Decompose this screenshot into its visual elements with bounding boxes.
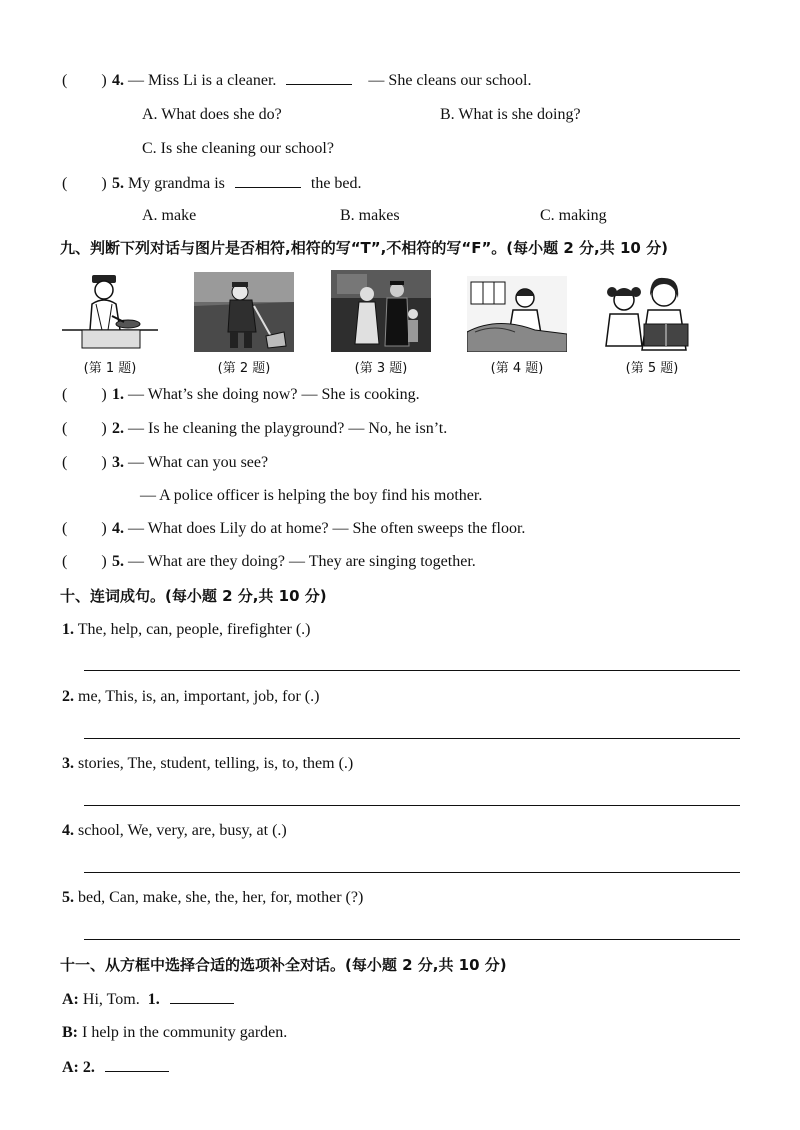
picture-5-caption: (第 5 题) bbox=[625, 361, 679, 376]
q4-number: 4. bbox=[112, 72, 124, 89]
item-text: me, This, is, an, important, job, for (.) bbox=[78, 688, 320, 705]
item-number: 1. bbox=[62, 621, 74, 638]
speaker-label: A: bbox=[62, 1059, 79, 1076]
q-text: — What’s she doing now? — She is cooking. bbox=[128, 386, 420, 403]
picture-4-caption: (第 4 题) bbox=[490, 361, 544, 376]
q-text: — Is he cleaning the playground? — No, he isn’t. bbox=[128, 420, 448, 437]
picture-5-singing-illustration bbox=[602, 274, 702, 354]
q4-option-c: C. Is she cleaning our school? bbox=[142, 140, 334, 157]
part10-item-2 bbox=[62, 687, 319, 707]
answer-paren[interactable]: ( ) bbox=[62, 420, 107, 437]
item-number: 5. bbox=[62, 889, 74, 906]
speaker-label: A: bbox=[62, 991, 79, 1008]
dialogue-text: Hi, Tom. bbox=[82, 991, 140, 1008]
q-number: 2. bbox=[112, 420, 124, 437]
part9-q5 bbox=[62, 552, 476, 572]
part9-q1 bbox=[62, 385, 420, 405]
dialogue-blank-2[interactable] bbox=[105, 1057, 169, 1072]
picture-1-caption: (第 1 题) bbox=[83, 361, 137, 376]
item-number: 2. bbox=[62, 688, 74, 705]
answer-paren[interactable]: ( ) bbox=[62, 454, 107, 471]
part11-heading: 十一、从方框中选择合适的选项补全对话。(每小题 2 分,共 10 分) bbox=[60, 956, 507, 974]
q4-blank[interactable] bbox=[286, 70, 352, 85]
q5-pre: My grandma is bbox=[128, 175, 225, 192]
part10-heading: 十、连词成句。(每小题 2 分,共 10 分) bbox=[60, 587, 327, 605]
q5-option-b: B. makes bbox=[340, 207, 400, 224]
q4-after: — She cleans our school. bbox=[368, 72, 532, 89]
picture-2-caption: (第 2 题) bbox=[217, 361, 271, 376]
q5-number: 5. bbox=[112, 175, 124, 192]
q5-option-a: A. make bbox=[142, 207, 197, 224]
answer-paren[interactable]: ( ) bbox=[62, 175, 107, 192]
q-number: 1. bbox=[112, 386, 124, 403]
part9-q4 bbox=[62, 519, 525, 539]
q5-blank[interactable] bbox=[235, 173, 301, 188]
q-text: — What does Lily do at home? — She often sweeps the floor. bbox=[128, 520, 526, 537]
dialogue-line-1 bbox=[62, 989, 240, 1010]
item-text: The, help, can, people, firefighter (.) bbox=[77, 621, 311, 638]
answer-line-5[interactable] bbox=[84, 939, 740, 940]
item-text: school, We, very, are, busy, at (.) bbox=[78, 822, 287, 839]
part10-item-3 bbox=[62, 754, 353, 774]
q4-option-b: B. What is she doing? bbox=[440, 106, 581, 123]
part9-q3-answer: — A police officer is helping the boy find his mother. bbox=[140, 487, 483, 504]
answer-line-2[interactable] bbox=[84, 738, 740, 739]
part9-q2 bbox=[62, 419, 447, 439]
part9-heading: 九、判断下列对话与图片是否相符,相符的写“T”,不相符的写“F”。(每小题 2 分,共 10 分) bbox=[60, 239, 668, 257]
q4-row bbox=[62, 70, 532, 91]
item-number: 4. bbox=[62, 822, 74, 839]
part10-item-5 bbox=[62, 888, 363, 908]
speaker-label: B: bbox=[62, 1024, 78, 1041]
q-number: 5. bbox=[112, 553, 124, 570]
answer-paren[interactable]: ( ) bbox=[62, 520, 107, 537]
answer-paren[interactable]: ( ) bbox=[62, 72, 107, 89]
picture-1-cooking-illustration bbox=[62, 272, 160, 352]
answer-line-4[interactable] bbox=[84, 872, 740, 873]
blank-number: 2. bbox=[82, 1059, 95, 1076]
q-text: — What are they doing? — They are singing together. bbox=[128, 553, 476, 570]
dialogue-line-2 bbox=[62, 1023, 287, 1043]
part10-item-4 bbox=[62, 821, 287, 841]
q4-option-a: A. What does she do? bbox=[142, 106, 282, 123]
dialogue-text: I help in the community garden. bbox=[82, 1024, 288, 1041]
item-number: 3. bbox=[62, 755, 74, 772]
q4-text: — Miss Li is a cleaner. bbox=[128, 72, 277, 89]
q-number: 3. bbox=[112, 454, 124, 471]
picture-2-sweeping-illustration bbox=[194, 272, 294, 352]
q5-post: the bed. bbox=[310, 175, 362, 192]
q5-option-c: C. making bbox=[540, 207, 607, 224]
part9-q3 bbox=[62, 453, 268, 473]
item-text: stories, The, student, telling, is, to, them (.) bbox=[78, 755, 354, 772]
part10-item-1 bbox=[62, 620, 311, 640]
dialogue-blank-1[interactable] bbox=[170, 989, 234, 1004]
picture-3-police-illustration bbox=[331, 270, 431, 352]
q5-row bbox=[62, 173, 362, 194]
blank-number: 1. bbox=[147, 991, 160, 1008]
item-text: bed, Can, make, she, the, her, for, mother (?) bbox=[78, 889, 364, 906]
picture-4-making-bed-illustration bbox=[467, 276, 567, 352]
answer-line-1[interactable] bbox=[84, 670, 740, 671]
picture-3-caption: (第 3 题) bbox=[354, 361, 408, 376]
answer-line-3[interactable] bbox=[84, 805, 740, 806]
dialogue-line-3 bbox=[62, 1057, 175, 1078]
q-number: 4. bbox=[112, 520, 124, 537]
answer-paren[interactable]: ( ) bbox=[62, 553, 107, 570]
q-text: — What can you see? bbox=[128, 454, 269, 471]
answer-paren[interactable]: ( ) bbox=[62, 386, 107, 403]
